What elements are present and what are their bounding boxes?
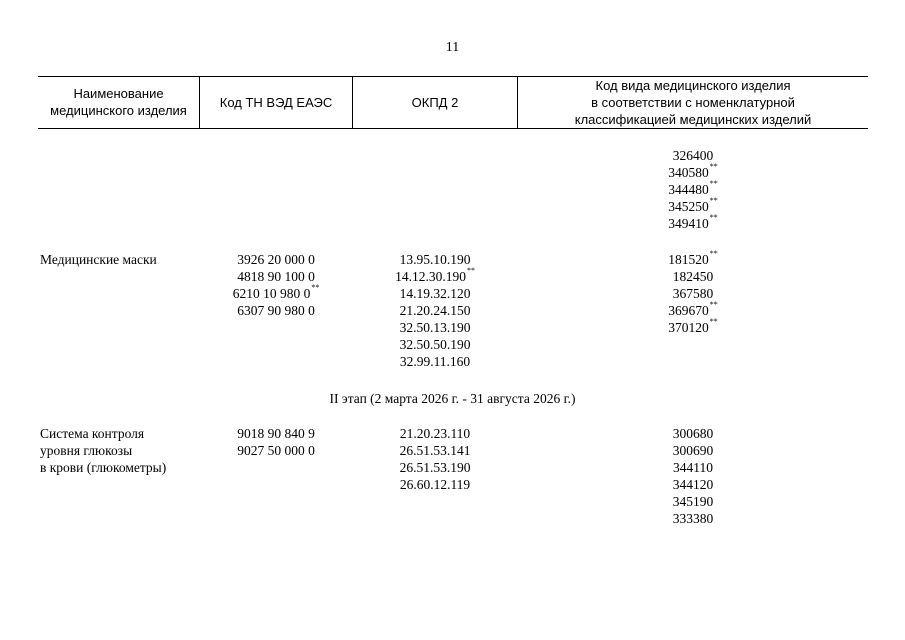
code-entry <box>200 442 352 459</box>
code-entry <box>353 353 517 370</box>
header-kind-line: Код вида медицинского изделия <box>595 77 791 93</box>
code-entry <box>353 459 517 476</box>
header-kind-line: классификацией медицинских изделий <box>574 111 812 127</box>
masks-kind-codes <box>518 251 868 336</box>
code-value: 345190 <box>672 494 714 509</box>
header-tnved-cell <box>200 76 352 128</box>
code-entry <box>200 425 352 442</box>
header-tnved-label: Код ТН ВЭД ЕАЭС <box>219 94 333 110</box>
footnote-mark: ** <box>311 283 320 292</box>
code-value: 14.12.30.190 <box>395 269 466 284</box>
footnote-mark: ** <box>709 249 718 258</box>
code-value: 345250 <box>668 199 709 214</box>
page-number: 11 <box>445 40 460 55</box>
masks-tnved-codes <box>200 251 352 319</box>
code-entry <box>200 268 352 285</box>
footnote-mark: ** <box>709 300 718 309</box>
header-bottom-rule <box>38 128 868 129</box>
masks-okpd-codes <box>353 251 517 370</box>
code-entry <box>518 425 868 442</box>
code-entry <box>200 251 352 268</box>
code-value: 182450 <box>672 269 714 284</box>
footnote-mark: ** <box>709 213 718 222</box>
code-entry <box>518 510 868 527</box>
code-entry <box>353 319 517 336</box>
code-value: 14.19.32.120 <box>399 286 471 301</box>
code-entry <box>518 493 868 510</box>
item-name-line: в крови (глюкометры) <box>40 460 167 475</box>
footnote-mark: ** <box>466 266 475 275</box>
code-entry <box>353 285 517 302</box>
glucose-name <box>40 425 166 476</box>
header-name-cell <box>38 76 199 128</box>
code-value: 300680 <box>672 426 714 441</box>
header-kind-line: в соответствии с номенклатурной <box>591 94 795 110</box>
item-name-line: Система контроля <box>40 426 145 441</box>
code-value: 370120 <box>668 320 709 335</box>
code-value: 333380 <box>672 511 714 526</box>
code-entry <box>518 476 868 493</box>
code-value: 32.50.50.190 <box>399 337 471 352</box>
code-value: 4818 90 100 0 <box>237 269 315 284</box>
code-value: 32.50.13.190 <box>399 320 471 335</box>
header-okpd-label: ОКПД 2 <box>411 94 459 110</box>
code-value: 300690 <box>672 443 714 458</box>
code-entry <box>518 251 868 268</box>
code-entry <box>518 319 868 336</box>
code-entry <box>518 285 868 302</box>
glucose-okpd-codes <box>353 425 517 493</box>
code-value: 344110 <box>673 460 713 475</box>
continuation-kind-codes <box>518 147 868 232</box>
code-value: 26.51.53.141 <box>399 443 471 458</box>
code-value: 9018 90 840 9 <box>237 426 315 441</box>
code-entry <box>353 442 517 459</box>
footnote-mark: ** <box>709 179 718 188</box>
code-entry <box>518 268 868 285</box>
code-value: 344120 <box>672 477 714 492</box>
code-value: 349410 <box>668 216 709 231</box>
code-value: 26.51.53.190 <box>399 460 471 475</box>
code-entry <box>353 425 517 442</box>
code-entry <box>518 164 868 181</box>
code-entry <box>200 285 352 302</box>
item-name-line: уровня глюкозы <box>40 443 133 458</box>
header-name-line: медицинского изделия <box>50 103 187 118</box>
code-entry <box>518 198 868 215</box>
code-entry <box>353 476 517 493</box>
code-value: 21.20.24.150 <box>399 303 471 318</box>
glucose-kind-codes <box>518 425 868 527</box>
code-value: 6307 90 980 0 <box>237 303 315 318</box>
glucose-tnved-codes <box>200 425 352 459</box>
footnote-mark: ** <box>709 317 718 326</box>
code-value: 21.20.23.110 <box>399 426 471 441</box>
code-value: 369670 <box>668 303 709 318</box>
code-entry <box>353 251 517 268</box>
code-entry <box>353 336 517 353</box>
code-entry <box>518 215 868 232</box>
code-entry <box>353 302 517 319</box>
code-entry <box>200 302 352 319</box>
code-value: 13.95.10.190 <box>399 252 471 267</box>
footnote-mark: ** <box>709 196 718 205</box>
code-entry <box>518 147 868 164</box>
header-okpd-cell <box>353 76 517 128</box>
code-entry <box>518 181 868 198</box>
stage-title: II этап (2 марта 2026 г. - 31 августа 2026 г.) <box>329 391 576 406</box>
code-entry <box>518 459 868 476</box>
footnote-mark: ** <box>709 162 718 171</box>
code-value: 367580 <box>672 286 714 301</box>
item-name-line: Медицинские маски <box>40 252 157 267</box>
code-entry <box>518 442 868 459</box>
code-value: 26.60.12.119 <box>399 477 471 492</box>
code-entry <box>518 302 868 319</box>
masks-name <box>40 251 157 268</box>
code-value: 326400 <box>672 148 714 163</box>
code-value: 181520 <box>668 252 709 267</box>
code-value: 340580 <box>668 165 709 180</box>
code-value: 3926 20 000 0 <box>237 252 315 267</box>
code-value: 9027 50 000 0 <box>237 443 315 458</box>
header-kind-cell <box>518 76 868 128</box>
code-value: 344480 <box>668 182 709 197</box>
code-value: 32.99.11.160 <box>399 354 471 369</box>
code-value: 6210 10 980 0 <box>232 286 311 301</box>
code-entry <box>353 268 517 285</box>
header-name-line: Наименование <box>73 86 164 101</box>
